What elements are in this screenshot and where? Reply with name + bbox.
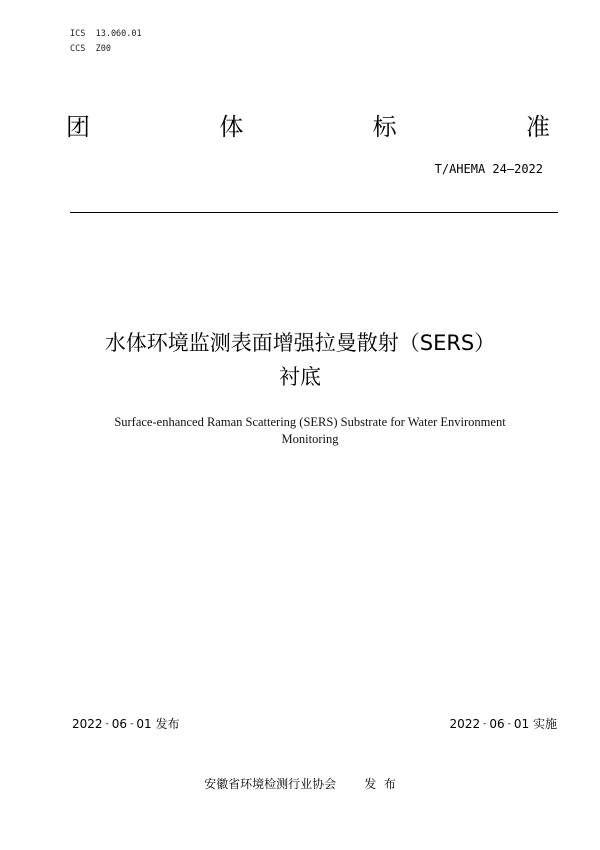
implementation-month: 06 bbox=[489, 717, 505, 731]
issue-label: 发布 bbox=[155, 717, 180, 731]
title-chinese bbox=[0, 326, 600, 394]
issue-year: 2022 bbox=[72, 717, 103, 731]
standard-type-char: 体 bbox=[219, 113, 244, 141]
title-chinese-line-1: 水体环境监测表面增强拉曼散射（SERS） bbox=[104, 331, 496, 355]
standard-type-char: 标 bbox=[372, 113, 397, 141]
date-separator: - bbox=[483, 719, 487, 729]
classification-codes bbox=[70, 27, 142, 57]
implementation-year: 2022 bbox=[449, 717, 481, 731]
standard-type-char: 准 bbox=[525, 113, 550, 141]
date-separator: - bbox=[105, 719, 109, 729]
date-separator: - bbox=[130, 719, 134, 729]
implementation-date bbox=[450, 715, 557, 732]
publisher-line bbox=[0, 775, 600, 792]
title-chinese-line-2: 衬底 bbox=[279, 365, 321, 389]
issue-day: 01 bbox=[136, 717, 152, 731]
publisher-org: 安徽省环境检测行业协会 bbox=[204, 777, 337, 791]
title-english bbox=[60, 414, 560, 448]
title-english-line-1: Surface-enhanced Raman Scattering (SERS) Substrate for Water Environment bbox=[114, 415, 506, 429]
implementation-label: 实施 bbox=[532, 717, 557, 731]
standard-type-char: 团 bbox=[66, 113, 90, 141]
ccs-code: CCS Z00 bbox=[70, 44, 111, 54]
ics-code: ICS 13.060.01 bbox=[70, 29, 142, 39]
standard-number: T/AHEMA 24—2022 bbox=[434, 162, 543, 176]
header-divider bbox=[70, 212, 558, 213]
standard-type-heading bbox=[66, 112, 550, 142]
issue-month: 06 bbox=[111, 717, 128, 731]
title-english-line-2: Monitoring bbox=[281, 432, 339, 446]
implementation-day: 01 bbox=[513, 717, 530, 731]
issue-date bbox=[72, 715, 179, 732]
date-separator: - bbox=[507, 719, 511, 729]
publisher-action: 发 布 bbox=[364, 777, 396, 791]
